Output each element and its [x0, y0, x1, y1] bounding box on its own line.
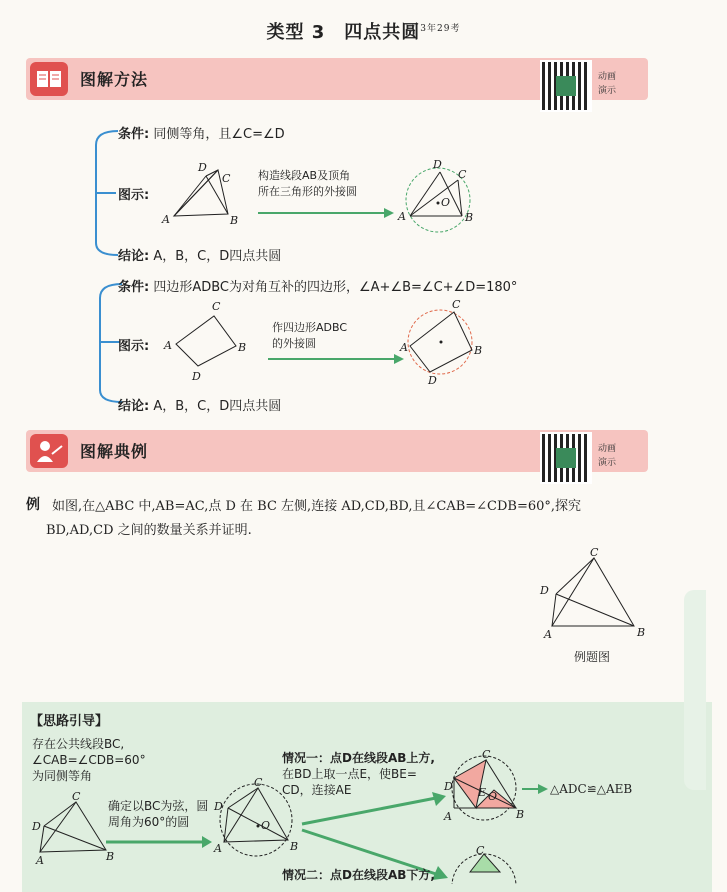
- label-B: B: [474, 344, 483, 357]
- guide-title: 【思路引导】: [30, 714, 109, 729]
- section-title: 图解典例: [80, 442, 149, 461]
- label-E: E: [478, 786, 487, 799]
- page-title: 类型 3 四点共圆$^{3年29考}$: [266, 22, 461, 43]
- guide-figure-case2: [440, 844, 526, 884]
- label-O: O: [261, 819, 271, 832]
- diagram-cyclic-quadrilateral: [162, 296, 252, 386]
- label-A: A: [162, 213, 170, 226]
- guide-case1-result: △ADC≌△AEB: [550, 782, 633, 796]
- book-icon: [30, 62, 68, 96]
- label-B: B: [106, 850, 115, 863]
- method2-figure-label: 图示:: [118, 339, 150, 354]
- arrow-method1: [256, 206, 396, 220]
- qr-code-icon[interactable]: [540, 60, 592, 112]
- label-B: B: [290, 840, 299, 853]
- label-D: D: [540, 584, 549, 597]
- label-A: A: [400, 341, 408, 354]
- guide-arrow-result: [520, 782, 550, 796]
- label-B: B: [238, 341, 247, 354]
- guide-left-text: 存在公共线段BC, ∠CAB=∠CDB=60° 为同侧等角: [32, 737, 146, 783]
- label-O: O: [488, 790, 498, 803]
- label-C: C: [72, 790, 81, 803]
- label-A: A: [444, 810, 452, 823]
- label-D: D: [433, 158, 442, 171]
- arrow-method2: [266, 352, 406, 366]
- label-D: D: [198, 161, 207, 174]
- example-line1: 如图,在△ABC 中,AB=AC,点 D 在 BC 左侧,连接 AD,CD,BD,且∠CAB=∠CDB=60°,探究: [52, 499, 582, 514]
- label-C: C: [212, 300, 221, 313]
- label-A: A: [164, 339, 172, 352]
- method2-arrow-text: 作四边形ADBC 的外接圆: [272, 321, 348, 350]
- label-A: A: [398, 210, 406, 223]
- label-D: D: [214, 800, 223, 813]
- method2-conclusion: 结论: A，B，C，D四点共圆: [118, 399, 282, 414]
- label-A: A: [544, 628, 552, 640]
- label-B: B: [230, 214, 239, 227]
- example-label: 例: [26, 497, 40, 513]
- label-C: C: [590, 546, 599, 559]
- label-C: C: [458, 168, 467, 181]
- method1-figure-label: 图示:: [118, 188, 150, 203]
- label-A: A: [214, 842, 222, 855]
- label-D: D: [444, 780, 453, 793]
- label-B: B: [637, 626, 646, 639]
- guide-case2-text: 情况二：点D在线段AB下方,: [282, 868, 435, 882]
- label-C: C: [452, 298, 461, 311]
- label-O: O: [441, 196, 451, 209]
- section-title: 图解方法: [80, 70, 149, 89]
- label-C: C: [222, 172, 231, 185]
- qr-code-icon[interactable]: [540, 432, 592, 484]
- guide-mid-text: 确定以BC为弦，圆 周角为60°的圆: [108, 799, 209, 829]
- diagram-circumcircle1: [396, 158, 486, 236]
- label-D: D: [192, 370, 201, 383]
- label-C: C: [482, 750, 491, 761]
- label-B: B: [465, 211, 474, 224]
- label-D: D: [428, 374, 437, 386]
- example-line2: BD,AD,CD 之间的数量关系并证明.: [46, 523, 252, 538]
- method2-condition: 条件: 四边形ADBC为对角互补的四边形，∠A+∠B=∠C+∠D=180°: [118, 280, 518, 295]
- animation-label: 动画 演示: [598, 72, 617, 96]
- label-A: A: [36, 854, 44, 866]
- animation-label: 动画 演示: [598, 444, 617, 468]
- label-C: C: [254, 778, 263, 789]
- label-B: B: [516, 808, 525, 821]
- exam-count-note: 3年29考: [420, 24, 461, 34]
- figure-caption: 例题图: [574, 650, 611, 664]
- guide-arrow1: [104, 834, 214, 850]
- label-D: D: [32, 820, 41, 833]
- guide-figure-case1: [440, 750, 526, 824]
- example-figure: [538, 544, 656, 640]
- diagram-same-side-angles: [158, 158, 248, 228]
- teacher-icon: [30, 434, 68, 468]
- method1-condition: 条件: 同侧等角，且∠C=∠D: [118, 127, 285, 142]
- page-edge-tab: [684, 590, 706, 790]
- label-C: C: [476, 844, 485, 857]
- guide-case1-text: 情况一：点D在线段AB上方, 在BD上取一点E，使BE= CD，连接AE: [282, 751, 435, 797]
- method1-arrow-text: 构造线段AB及顶角 所在三角形的外接圆: [258, 169, 357, 198]
- diagram-circumcircle2: [398, 298, 490, 386]
- method1-conclusion: 结论: A，B，C，D四点共圆: [118, 249, 282, 264]
